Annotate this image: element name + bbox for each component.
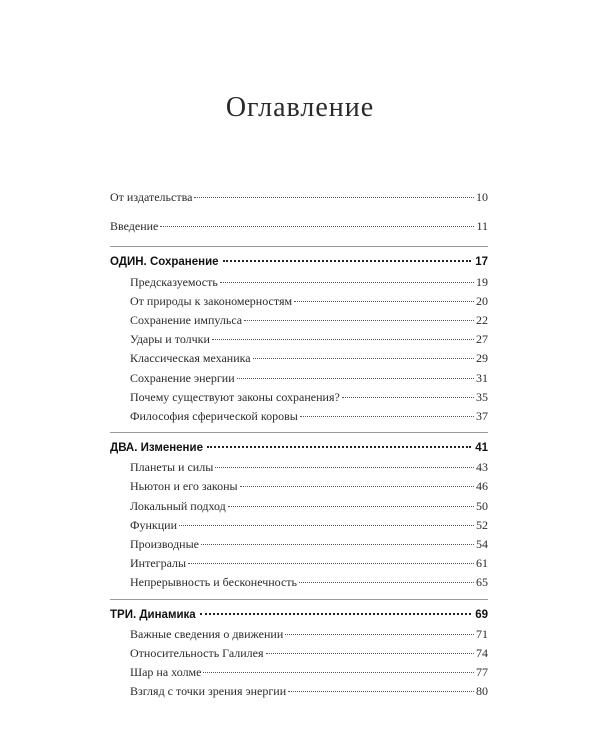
toc-section[interactable] <box>110 535 488 554</box>
section-page: 27 <box>476 332 488 347</box>
toc-entry-front[interactable] <box>110 188 488 207</box>
section-page: 65 <box>476 575 488 590</box>
dot-leader <box>237 378 474 379</box>
dot-leader <box>228 506 474 507</box>
toc-section[interactable] <box>110 292 488 311</box>
section-page: 43 <box>476 460 488 475</box>
chapter-divider <box>110 599 488 600</box>
toc-section[interactable] <box>110 477 488 496</box>
dot-leader <box>215 467 474 468</box>
dot-leader <box>201 544 474 545</box>
section-page: 20 <box>476 293 488 308</box>
chapter-page: 17 <box>475 256 488 269</box>
section-page: 50 <box>476 498 488 513</box>
section-title: Философия сферической коровы <box>130 408 298 423</box>
section-title: Сохранение энергии <box>130 370 235 385</box>
section-title: От природы к закономерностям <box>130 293 293 308</box>
section-page: 37 <box>476 408 488 423</box>
section-title: Относительность Галилея <box>130 645 264 660</box>
toc-section[interactable] <box>110 644 488 663</box>
section-page: 54 <box>476 537 488 551</box>
toc-entry-page: 10 <box>476 190 488 204</box>
chapter-page: 41 <box>475 442 488 455</box>
dot-leader <box>288 691 474 692</box>
dot-leader <box>240 486 474 487</box>
dot-leader <box>203 672 474 673</box>
dot-leader <box>342 397 474 398</box>
toc-section[interactable] <box>110 663 488 682</box>
section-title: Интегралы <box>130 556 187 571</box>
dot-leader <box>299 582 474 583</box>
toc-section[interactable] <box>110 311 488 330</box>
dot-leader <box>244 320 474 321</box>
section-title: Локальный подход <box>130 498 226 513</box>
section-title: Шар на холме <box>130 665 202 680</box>
toc-chapter[interactable] <box>110 606 488 625</box>
section-title: Функции <box>130 517 177 532</box>
toc-entry-title: Введение <box>110 219 159 234</box>
dot-leader <box>223 260 472 262</box>
dot-leader <box>285 634 474 635</box>
section-page: 35 <box>476 389 488 404</box>
dot-leader <box>300 416 474 417</box>
dot-leader <box>188 563 474 564</box>
toc-section[interactable] <box>110 516 488 535</box>
toc-entry-page: 11 <box>476 219 488 234</box>
toc-section[interactable] <box>110 458 488 477</box>
dot-leader <box>294 301 474 302</box>
toc-section[interactable] <box>110 273 488 292</box>
dot-leader <box>220 282 474 283</box>
section-page: 46 <box>476 479 488 494</box>
section-title: Взгляд с точки зрения энергии <box>130 684 287 699</box>
section-page: 77 <box>476 665 488 680</box>
toc-chapter[interactable] <box>110 253 488 272</box>
toc-entry-front[interactable] <box>110 217 488 236</box>
toc-section[interactable] <box>110 349 488 368</box>
section-title: Важные сведения о движении <box>130 626 284 641</box>
section-title: Сохранение импульса <box>130 312 243 327</box>
dot-leader <box>200 613 472 615</box>
section-page: 19 <box>476 274 488 289</box>
section-title: Ньютон и его законы <box>130 479 238 494</box>
section-page: 71 <box>476 626 488 641</box>
toc-section[interactable] <box>110 497 488 516</box>
toc-section[interactable] <box>110 388 488 407</box>
dot-leader <box>253 358 474 359</box>
toc-entry-title: От издательства <box>110 190 193 204</box>
toc-section[interactable] <box>110 682 488 701</box>
section-title: Производные <box>130 537 199 551</box>
dot-leader <box>212 339 474 340</box>
section-page: 61 <box>476 556 488 571</box>
section-page: 52 <box>476 517 488 532</box>
dot-leader <box>194 197 474 198</box>
section-title: Планеты и силы <box>130 460 214 475</box>
toc-section[interactable] <box>110 625 488 644</box>
toc-chapter[interactable] <box>110 439 488 458</box>
chapter-divider <box>110 432 488 433</box>
toc-section[interactable] <box>110 554 488 573</box>
toc-section[interactable] <box>110 369 488 388</box>
toc-section[interactable] <box>110 573 488 592</box>
section-title: Классическая механика <box>130 351 251 366</box>
section-page: 29 <box>476 351 488 366</box>
chapter-title: ТРИ. Динамика <box>110 608 196 621</box>
section-page: 31 <box>476 370 488 385</box>
chapter-page: 69 <box>475 608 488 621</box>
dot-leader <box>160 226 474 227</box>
section-page: 22 <box>476 312 488 327</box>
toc-section[interactable] <box>110 330 488 349</box>
section-page: 74 <box>476 645 488 660</box>
section-title: Предсказуемость <box>130 274 218 289</box>
toc-section[interactable] <box>110 407 488 426</box>
chapter-title: ДВА. Изменение <box>110 442 203 455</box>
dot-leader <box>266 653 475 654</box>
section-title: Удары и толчки <box>130 332 210 347</box>
dot-leader <box>207 446 471 448</box>
page-title: Оглавление <box>225 92 375 123</box>
section-page: 80 <box>476 684 488 699</box>
section-title: Непрерывность и бесконечность <box>130 575 298 590</box>
table-of-contents <box>110 188 488 702</box>
dot-leader <box>179 525 474 526</box>
chapter-title: ОДИН. Сохранение <box>110 256 219 269</box>
chapter-divider <box>110 246 488 247</box>
section-title: Почему существуют законы сохранения? <box>130 389 340 404</box>
